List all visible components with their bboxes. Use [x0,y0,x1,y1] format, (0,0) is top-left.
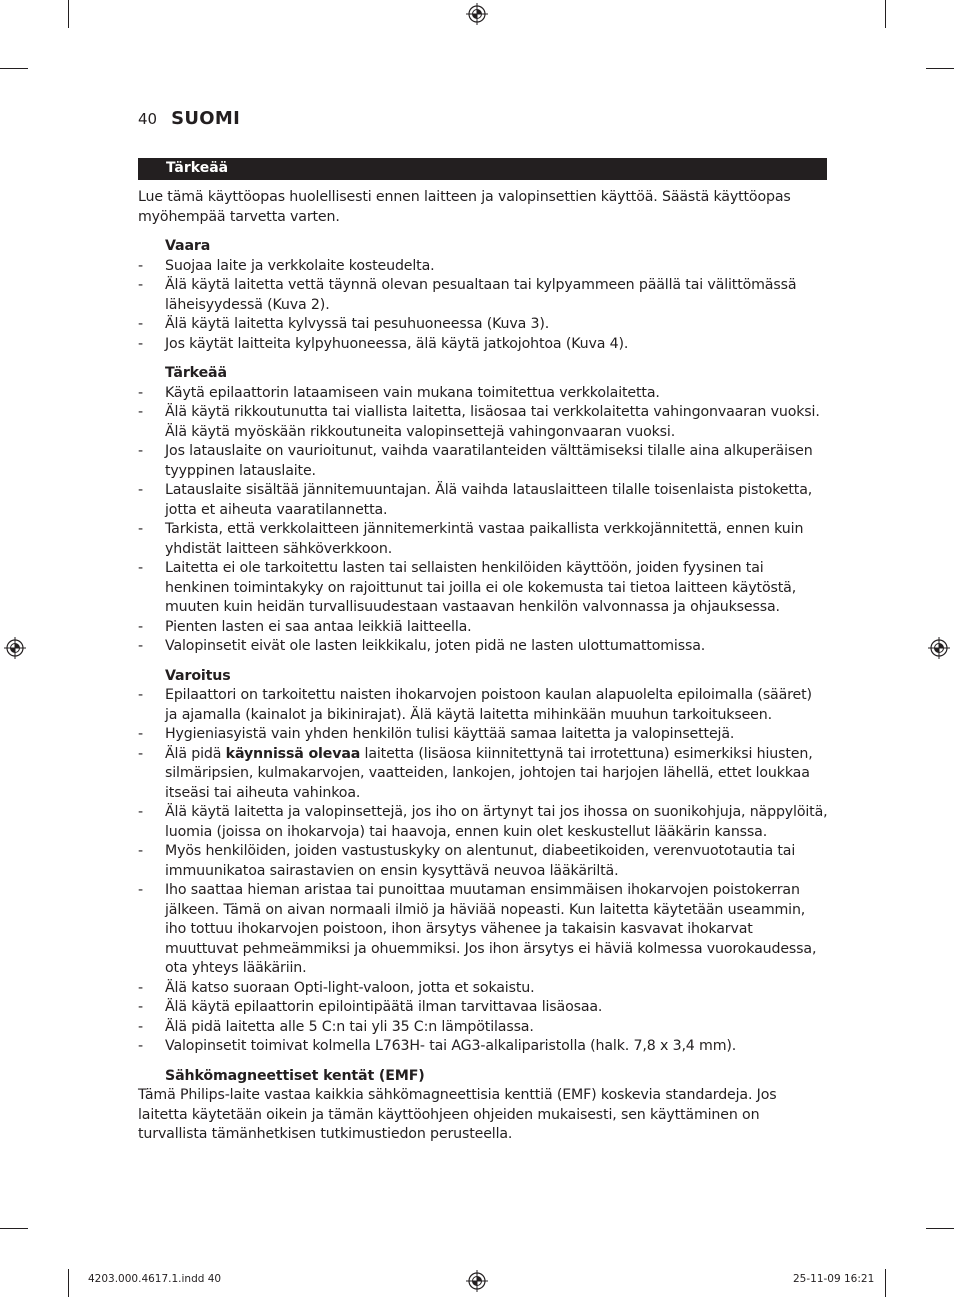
list-item-text: Latauslaite sisältää jännitemuuntajan. Älä vaihda latauslaitteen tilalle toisenlaista pistoketta, jotta et aiheuta vaaratilannetta. [165,482,813,518]
list-item [138,637,828,657]
bullet-dash: - [138,638,143,654]
bullet-list [138,384,828,657]
list-item-text: Jos käytät laitteita kylpyhuoneessa, älä käytä jatkojohtoa (Kuva 4). [165,335,629,352]
bullet-dash: - [138,257,143,274]
list-item [138,335,828,355]
emf-paragraph: Tämä Philips-laite vastaa kaikkia sähkömagneettisia kenttiä (EMF) koskevia standardeja. Jos laitetta käytetään oikein ja tämän käyttöohjeen ohjeiden mukaisesti, sen käyttäminen on turvallista tämänhetkisen tutkimustiedon perusteella. [138,1087,777,1142]
list-item-text: laitetta (lisäosa kiinnitettynä tai irrotettuna) esimerkiksi hiusten, silmäripsien, kulmakarvojen, vaatteiden, lankojen, johtojen tai harjojen lähellä, ettet loukkaa itseäsi tai aiheuta vahinkoa. [165,745,813,801]
list-item-text: Myös henkilöiden, joiden vastustuskyky on alentunut, diabeetikoiden, verenvuototautia tai immuunikatoa sairastavien on ensin kysyttävä neuvoa lääkäriltä. [165,843,796,879]
bullet-dash: - [138,1018,143,1035]
bullet-dash: - [138,277,143,293]
list-item-text: Jos latauslaite on vaurioitunut, vaihda vaaratilanteiden välttämiseksi tilalle aina alkuperäisen tyyppinen latauslaite. [165,443,813,479]
registration-mark-icon [466,3,488,25]
bullet-dash: - [138,745,143,762]
list-item [138,745,828,804]
list-item [138,520,828,559]
list-item [138,559,828,618]
crop-mark [0,1228,28,1229]
list-item-text: Älä käytä laitetta vettä täynnä olevan pesualtaan tai kylpyammeen päällä tai välittömässä läheisyydessä (Kuva 2). [165,277,797,313]
page-number: 40 [138,110,158,128]
bullet-dash: - [138,1038,143,1054]
sections [138,237,828,1057]
footer-date-time: 25-11-09 16:21 [793,1273,875,1285]
bullet-dash: - [138,726,143,742]
language-title: SUOMI [171,108,241,129]
bullet-dash: - [138,804,143,820]
list-item-text: Iho saattaa hieman aristaa tai punoittaa muutaman ensimmäisen ihokarvojen poistokerran jälkeen. Tämä on aivan normaali ilmiö ja häviää nopeasti. Kun laitetta käytetään useammin, iho tottuu ihokarvojen poistoon, ihon ärsytys vähenee ja takaisin kasvavat ihokarvat muuttuvat pehmeämmiksi ja ohuemmiksi. Jos ihon ärsytys ei häviä kolmessa vuorokaudessa, ota yhteys lääkäriin. [165,882,817,976]
crop-mark [0,68,28,69]
crop-mark [926,1228,954,1229]
bullet-list [138,686,828,1057]
list-item [138,276,828,315]
bullet-dash: - [138,618,143,635]
section-heading: Tärkeää [165,365,227,381]
list-item-text: Älä käytä rikkoutunutta tai viallista laitetta, lisäosaa tai verkkolaitetta vahingonvaaran vuoksi. Älä käytä myöskään rikkoutuneita valopinsettejä vahingonvaaran vuoksi. [165,404,820,440]
crop-mark [926,68,954,69]
list-item-text: Älä pidä laitetta alle 5 C:n tai yli 35 C:n lämpötilassa. [165,1018,534,1035]
list-item-text: Älä käytä epilaattorin epilointipäätä ilman tarvittavaa lisäosaa. [165,999,603,1015]
bullet-dash: - [138,443,143,459]
list-item [138,481,828,520]
list-item [138,442,828,481]
bullet-dash: - [138,999,143,1015]
bullet-dash: - [138,687,143,703]
list-item [138,979,828,999]
list-item [138,686,828,725]
list-item [138,403,828,442]
list-item-text: Valopinsetit eivät ole lasten leikkikalu, joten pidä ne lasten ulottumattomissa. [165,638,706,654]
footer-file-name: 4203.000.4617.1.indd 40 [88,1273,222,1285]
main-content [138,188,828,1145]
registration-mark-icon [4,637,26,659]
list-item-text: Älä käytä laitetta ja valopinsettejä, jos iho on ärtynyt tai jos ihossa on suonikohjuja, näppylöitä, luomia (joissa on ihokarvoja) tai haavoja, ennen kuin olet keskustellut lääkärin kanssa. [165,804,828,840]
crop-mark [885,1269,886,1297]
bullet-dash: - [138,404,143,420]
list-item-text: Tarkista, että verkkolaitteen jännitemerkintä vastaa paikallista verkkojännitettä, ennen kuin yhdistät laitteen sähköverkkoon. [165,521,804,557]
bullet-dash: - [138,521,143,537]
bullet-dash: - [138,316,143,332]
section-heading: Vaara [165,238,211,254]
list-item-bold-text: käynnissä olevaa [225,745,361,762]
list-item-text: Älä katso suoraan Opti-light-valoon, jotta et sokaistu. [165,979,535,996]
list-item [138,881,828,979]
list-item-text: Älä käytä laitetta kylvyssä tai pesuhuoneessa (Kuva 3). [165,316,550,332]
intro-paragraph: Lue tämä käyttöopas huolellisesti ennen laitteen ja valopinsettien käyttöä. Säästä käyttöopas myöhempää tarvetta varten. [138,189,791,225]
section-heading: Varoitus [165,667,231,684]
list-item-text: Hygieniasyistä vain yhden henkilön tulisi käyttää samaa laitetta ja valopinsettejä. [165,726,735,742]
bullet-dash: - [138,482,143,498]
section-banner [138,158,827,180]
list-item-text: Valopinsetit toimivat kolmella L763H- tai AG3-alkaliparistolla (halk. 7,8 x 3,4 mm). [165,1038,737,1054]
list-item-text: Laitetta ei ole tarkoitettu lasten tai sellaisten henkilöiden käyttöön, joiden fyysinen tai henkinen toimintakyky on rajoittunut tai joilla ei ole kokemusta tai tietoa laitteen käytöstä, muuten kuin heidän turvallisuudestaan vastaavan henkilön valvonnassa ja ohjauksessa. [165,560,797,615]
list-item [138,725,828,745]
bullet-dash: - [138,384,143,401]
bullet-dash: - [138,882,143,898]
crop-mark [885,0,886,28]
crop-mark [68,1269,69,1297]
bullet-dash: - [138,979,143,996]
page-header [138,108,240,132]
list-item [138,842,828,881]
list-item [138,618,828,638]
emf-heading: Sähkömagneettiset kentät (EMF) [165,1067,425,1084]
list-item-text: Epilaattori on tarkoitettu naisten ihokarvojen poistoon kaulan alapuolelta epiloimalla (sääret) ja ajamalla (kainalot ja bikinirajat). Älä käytä laitetta mihinkään muuhun tarkoitukseen. [165,687,812,723]
list-item [138,1037,828,1057]
bullet-list [138,257,828,355]
registration-mark-icon [928,637,950,659]
list-item-text: Älä pidä [165,745,226,762]
list-item-text: Käytä epilaattorin lataamiseen vain mukana toimitettua verkkolaitetta. [165,384,660,401]
bullet-dash: - [138,843,143,859]
list-item [138,803,828,842]
list-item [138,384,828,404]
list-item [138,1018,828,1038]
bullet-dash: - [138,335,143,352]
bullet-dash: - [138,560,143,576]
list-item-text: Pienten lasten ei saa antaa leikkiä laitteella. [165,618,472,635]
banner-title: Tärkeää [166,160,229,176]
list-item-text: Suojaa laite ja verkkolaite kosteudelta. [165,257,435,274]
list-item [138,998,828,1018]
crop-mark [68,0,69,28]
registration-mark-icon [466,1270,488,1292]
list-item [138,315,828,335]
list-item [138,257,828,277]
